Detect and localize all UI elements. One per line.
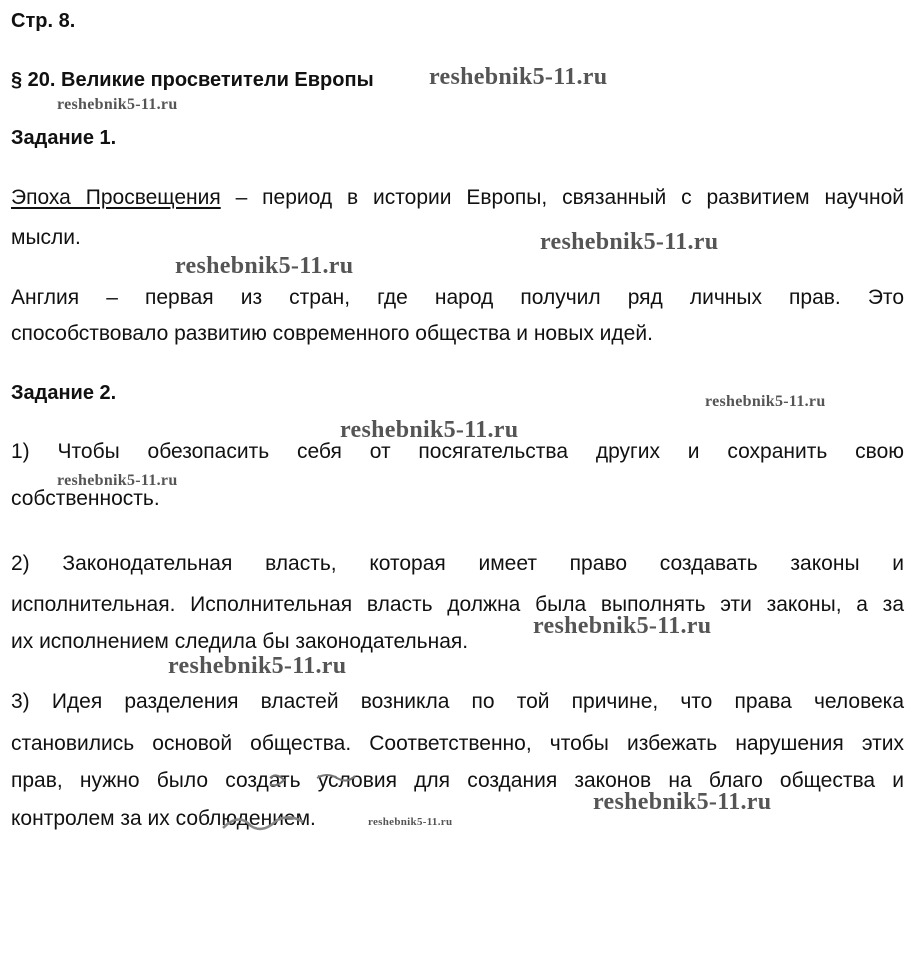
task1-line2: мысли. <box>11 226 81 249</box>
watermark: reshebnik5-11.ru <box>368 816 453 828</box>
watermark: reshebnik5-11.ru <box>175 253 354 279</box>
answer2-line2: исполнительная. Исполнительная власть должна была выполнять эти законы, а за <box>11 593 904 616</box>
watermark: reshebnik5-11.ru <box>593 789 772 815</box>
watermark: reshebnik5-11.ru <box>57 472 178 489</box>
answer2-line1: 2) Законодательная власть, которая имеет право создавать законы и <box>11 552 904 575</box>
watermark: reshebnik5-11.ru <box>540 229 719 255</box>
watermark: reshebnik5-11.ru <box>340 417 519 443</box>
term-highlight: Эпоха Просвещения <box>11 186 221 209</box>
watermark: reshebnik5-11.ru <box>705 393 826 410</box>
term-definition: – период в истории Европы, связанный с развитием научной <box>220 186 904 209</box>
answer3-line1: 3) Идея разделения властей возникла по той причине, что права человека <box>11 690 904 713</box>
task1-line3: Англия – первая из стран, где народ получил ряд личных прав. Это <box>11 286 904 309</box>
answer1-line2: собственность. <box>11 487 160 510</box>
watermark: reshebnik5-11.ru <box>533 613 712 639</box>
answer3-line3: прав, нужно было создать условия для создания законов на благо общества и <box>11 769 904 792</box>
watermark: reshebnik5-11.ru <box>168 653 347 679</box>
section-title: § 20. Великие просветители Европы <box>11 69 374 91</box>
task1-heading: Задание 1. <box>11 127 117 149</box>
handwriting-scribble <box>215 770 365 835</box>
answer2-line3: их исполнением следила бы законодательная. <box>11 630 469 653</box>
watermark: reshebnik5-11.ru <box>429 64 608 90</box>
task2-heading: Задание 2. <box>11 382 117 404</box>
answer3-line2: становились основой общества. Соответственно, чтобы избежать нарушения этих <box>11 732 904 755</box>
page-label: Стр. 8. <box>11 10 76 32</box>
task1-line4: способствовало развитию современного общества и новых идей. <box>11 322 653 345</box>
answer1-line1: 1) Чтобы обезопасить себя от посягательства других и сохранить свою <box>11 440 904 463</box>
answer3-line4: контролем за их соблюдением. <box>11 807 316 830</box>
task1-line1 <box>11 186 904 210</box>
watermark: reshebnik5-11.ru <box>57 96 178 113</box>
